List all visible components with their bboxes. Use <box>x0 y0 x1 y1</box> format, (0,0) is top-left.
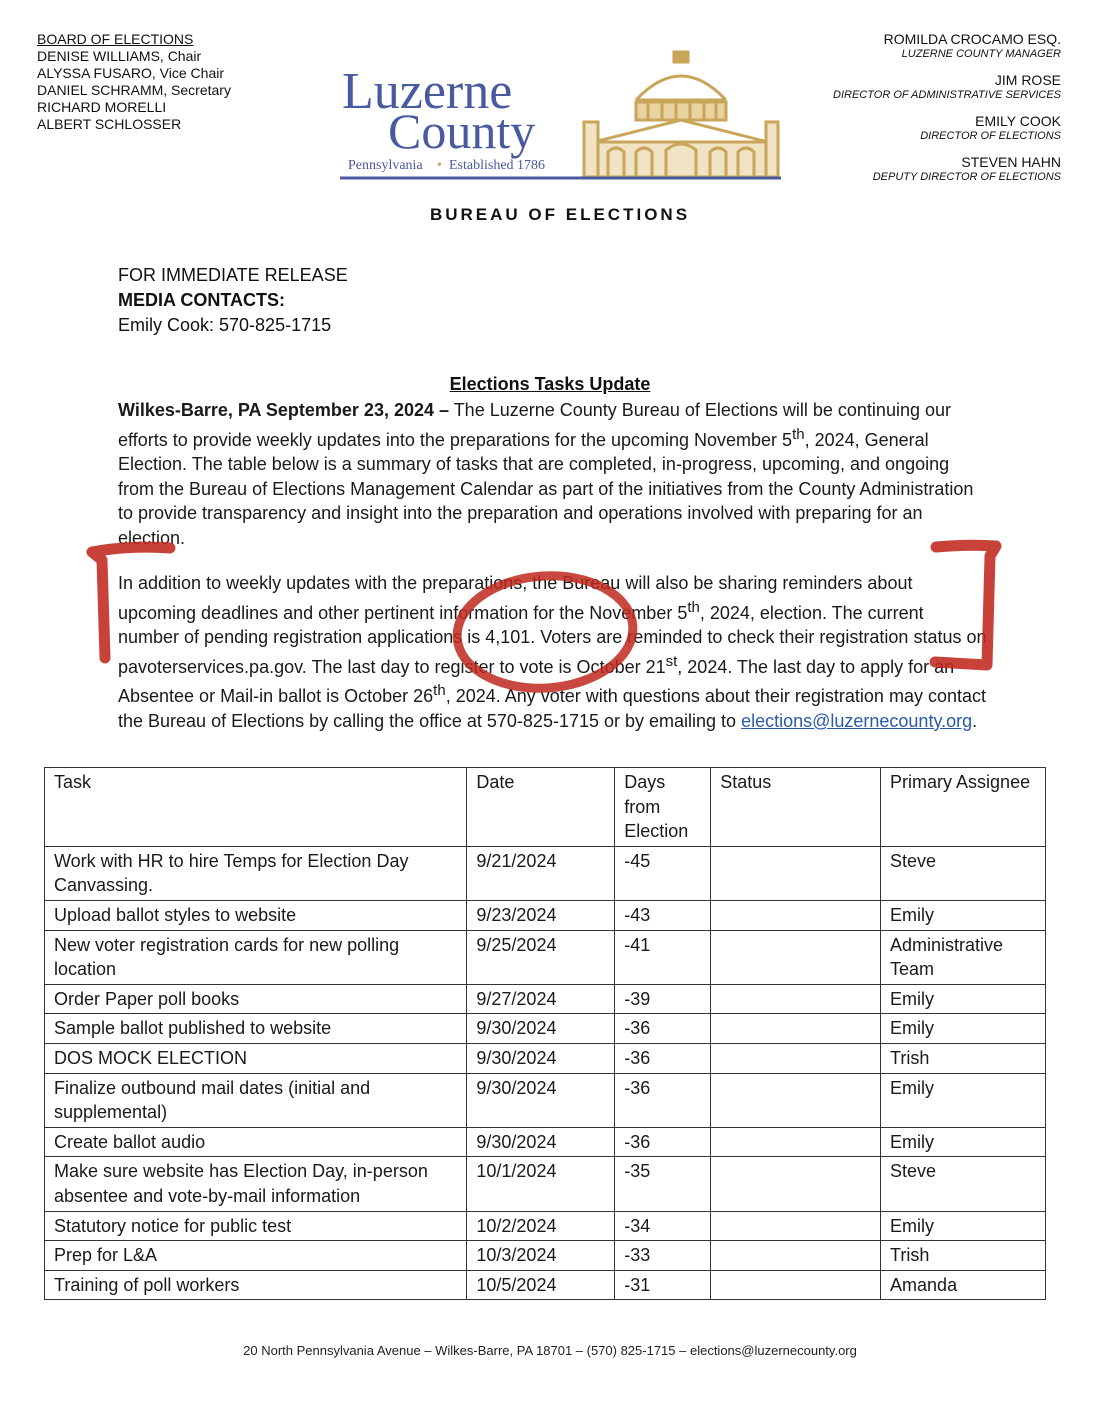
column-header-status: Status <box>711 768 881 847</box>
days-cell: -33 <box>615 1241 711 1271</box>
ordinal-suffix: st <box>665 652 678 670</box>
official-name: EMILY COOK <box>975 113 1061 129</box>
date-cell: 9/30/2024 <box>467 1043 615 1073</box>
date-cell: 9/30/2024 <box>467 1014 615 1044</box>
official <box>833 154 1061 184</box>
days-cell: -41 <box>615 930 711 984</box>
task-cell: Make sure website has Election Day, in-person absentee and vote-by-mail information <box>45 1157 467 1211</box>
status-cell <box>711 1014 881 1044</box>
paragraph-text: , 2024, election. The current number of pending registration applications is 4,101. Voters are reminded to check their registration status on pavoterservices.pa.gov. The last day to register to vote is October 21 <box>118 602 987 677</box>
assignee-cell: Emily <box>881 1073 1046 1127</box>
paragraph-text: , 2024, General Election. The table below is a summary of tasks that are completed, in-progress, upcoming, and ongoing from the Bureau of Elections Management Calendar as part of the initiatives from the County Administration to provide transparency and insight into the preparation and operations involved with preparing for an election. <box>118 429 974 548</box>
official-title: DEPUTY DIRECTOR OF ELECTIONS <box>872 171 1061 183</box>
reminders-paragraph <box>118 571 988 734</box>
date-cell: 9/27/2024 <box>467 984 615 1014</box>
task-cell: Sample ballot published to website <box>45 1014 467 1044</box>
column-header-days: Days from Election <box>615 768 711 847</box>
table-row <box>45 1014 1046 1044</box>
task-cell: Statutory notice for public test <box>45 1211 467 1241</box>
media-contacts-label: MEDIA CONTACTS: <box>118 290 285 310</box>
status-cell <box>711 1157 881 1211</box>
days-cell: -31 <box>615 1270 711 1300</box>
table-row <box>45 984 1046 1014</box>
ordinal-suffix: th <box>433 682 446 700</box>
board-heading: BOARD OF ELECTIONS <box>37 31 194 47</box>
days-cell: -34 <box>615 1211 711 1241</box>
table-row <box>45 1157 1046 1211</box>
paragraph-text: , 2024. Any voter with questions about their registration may contact the Bureau of Elections by calling the office at 570-825-1715 or by emailing to <box>118 686 986 731</box>
official <box>833 72 1061 102</box>
board-member: ALYSSA FUSARO, Vice Chair <box>37 65 224 81</box>
status-cell <box>711 900 881 930</box>
logo-word-luzerne: Luzerne <box>342 63 513 120</box>
column-header-assignee: Primary Assignee <box>881 768 1046 847</box>
official-name: JIM ROSE <box>994 72 1061 88</box>
date-cell: 9/30/2024 <box>467 1127 615 1157</box>
official-title: DIRECTOR OF ELECTIONS <box>920 130 1061 142</box>
release-label: FOR IMMEDIATE RELEASE <box>118 265 348 285</box>
media-contact: Emily Cook: 570-825-1715 <box>118 315 332 335</box>
task-cell: Work with HR to hire Temps for Election Day Canvassing. <box>45 846 467 900</box>
document-heading: Elections Tasks Update <box>449 374 651 394</box>
official-title: DIRECTOR OF ADMINISTRATIVE SERVICES <box>833 89 1061 101</box>
assignee-cell: Steve <box>881 846 1046 900</box>
county-officials <box>833 31 1061 195</box>
table-row <box>45 1127 1046 1157</box>
table-row <box>45 846 1046 900</box>
status-cell <box>711 846 881 900</box>
assignee-cell: Steve <box>881 1157 1046 1211</box>
task-cell: Training of poll workers <box>45 1270 467 1300</box>
date-cell: 9/21/2024 <box>467 846 615 900</box>
assignee-cell: Trish <box>881 1241 1046 1271</box>
release-block <box>118 263 348 338</box>
days-cell: -45 <box>615 846 711 900</box>
paragraph-text: The Luzerne County Bureau of Elections will be continuing our efforts to provide weekly updates into the preparations for the upcoming November 5 <box>118 400 951 450</box>
task-cell: Order Paper poll books <box>45 984 467 1014</box>
county-logo <box>336 42 786 192</box>
days-cell: -36 <box>615 1014 711 1044</box>
days-cell: -43 <box>615 900 711 930</box>
assignee-cell: Trish <box>881 1043 1046 1073</box>
table-header-row <box>45 768 1046 847</box>
assignee-cell: Emily <box>881 1014 1046 1044</box>
task-cell: DOS MOCK ELECTION <box>45 1043 467 1073</box>
ordinal-suffix: th <box>792 425 805 443</box>
assignee-cell: Emily <box>881 1127 1046 1157</box>
days-cell: -35 <box>615 1157 711 1211</box>
email-link[interactable]: elections@luzernecounty.org <box>741 710 973 731</box>
date-cell: 10/5/2024 <box>467 1270 615 1300</box>
logo-graphic <box>336 42 786 192</box>
status-cell <box>711 984 881 1014</box>
table-row <box>45 1241 1046 1271</box>
logo-state: Pennsylvania <box>348 158 423 173</box>
days-cell: -36 <box>615 1127 711 1157</box>
column-header-date: Date <box>467 768 615 847</box>
table-row <box>45 900 1046 930</box>
table-body <box>45 846 1046 1300</box>
board-member: RICHARD MORELLI <box>37 99 167 115</box>
paragraph-text: In addition to weekly updates with the preparations, the Bureau will also be sharing reminders about upcoming deadlines and other pertinent information for the November 5 <box>118 573 913 623</box>
dateline: Wilkes-Barre, PA September 23, 2024 – <box>118 400 450 420</box>
task-cell: Finalize outbound mail dates (initial and supplemental) <box>45 1073 467 1127</box>
logo-established: Established 1786 <box>449 158 546 173</box>
assignee-cell: Administrative Team <box>881 930 1046 984</box>
official-name: STEVEN HAHN <box>961 154 1061 170</box>
board-member: ALBERT SCHLOSSER <box>37 116 182 132</box>
board-member: DENISE WILLIAMS, Chair <box>37 48 202 64</box>
paragraph-text: . <box>972 710 978 731</box>
days-cell: -36 <box>615 1043 711 1073</box>
task-cell: Upload ballot styles to website <box>45 900 467 930</box>
ordinal-suffix: th <box>687 598 700 616</box>
date-cell: 10/2/2024 <box>467 1211 615 1241</box>
paragraph-text: , 2024. The last day to apply for an Absentee or Mail-in ballot is October 26 <box>118 656 955 707</box>
assignee-cell: Emily <box>881 900 1046 930</box>
date-cell: 10/1/2024 <box>467 1157 615 1211</box>
status-cell <box>711 1270 881 1300</box>
status-cell <box>711 1073 881 1127</box>
status-cell <box>711 1127 881 1157</box>
status-cell <box>711 1241 881 1271</box>
board-of-elections <box>37 31 231 133</box>
days-cell: -39 <box>615 984 711 1014</box>
date-cell: 10/3/2024 <box>467 1241 615 1271</box>
logo-dot-separator: • <box>437 158 442 173</box>
assignee-cell: Amanda <box>881 1270 1046 1300</box>
official <box>833 31 1061 61</box>
task-cell: Create ballot audio <box>45 1127 467 1157</box>
footer-address: 20 North Pennsylvania Avenue – Wilkes-Barre, PA 18701 – (570) 825-1715 – elections@luzernecounty.org <box>243 1343 857 1358</box>
column-header-task: Task <box>45 768 467 847</box>
status-cell <box>711 1043 881 1073</box>
official-title: LUZERNE COUNTY MANAGER <box>901 48 1061 60</box>
board-member: DANIEL SCHRAMM, Secretary <box>37 82 231 98</box>
logo-word-county: County <box>388 103 536 159</box>
tasks-table <box>44 767 1046 1300</box>
assignee-cell: Emily <box>881 1211 1046 1241</box>
days-cell: -36 <box>615 1073 711 1127</box>
date-cell: 9/25/2024 <box>467 930 615 984</box>
intro-paragraph <box>118 398 988 551</box>
courthouse-icon <box>584 52 778 177</box>
official <box>833 113 1061 143</box>
official-name: ROMILDA CROCAMO ESQ. <box>883 31 1061 47</box>
status-cell <box>711 930 881 984</box>
status-cell <box>711 1211 881 1241</box>
task-cell: Prep for L&A <box>45 1241 467 1271</box>
bureau-title: BUREAU OF ELECTIONS <box>429 205 691 224</box>
table-row <box>45 1043 1046 1073</box>
date-cell: 9/23/2024 <box>467 900 615 930</box>
table-row <box>45 1211 1046 1241</box>
table-row <box>45 1270 1046 1300</box>
assignee-cell: Emily <box>881 984 1046 1014</box>
task-cell: New voter registration cards for new polling location <box>45 930 467 984</box>
table-row <box>45 1073 1046 1127</box>
table-row <box>45 930 1046 984</box>
date-cell: 9/30/2024 <box>467 1073 615 1127</box>
